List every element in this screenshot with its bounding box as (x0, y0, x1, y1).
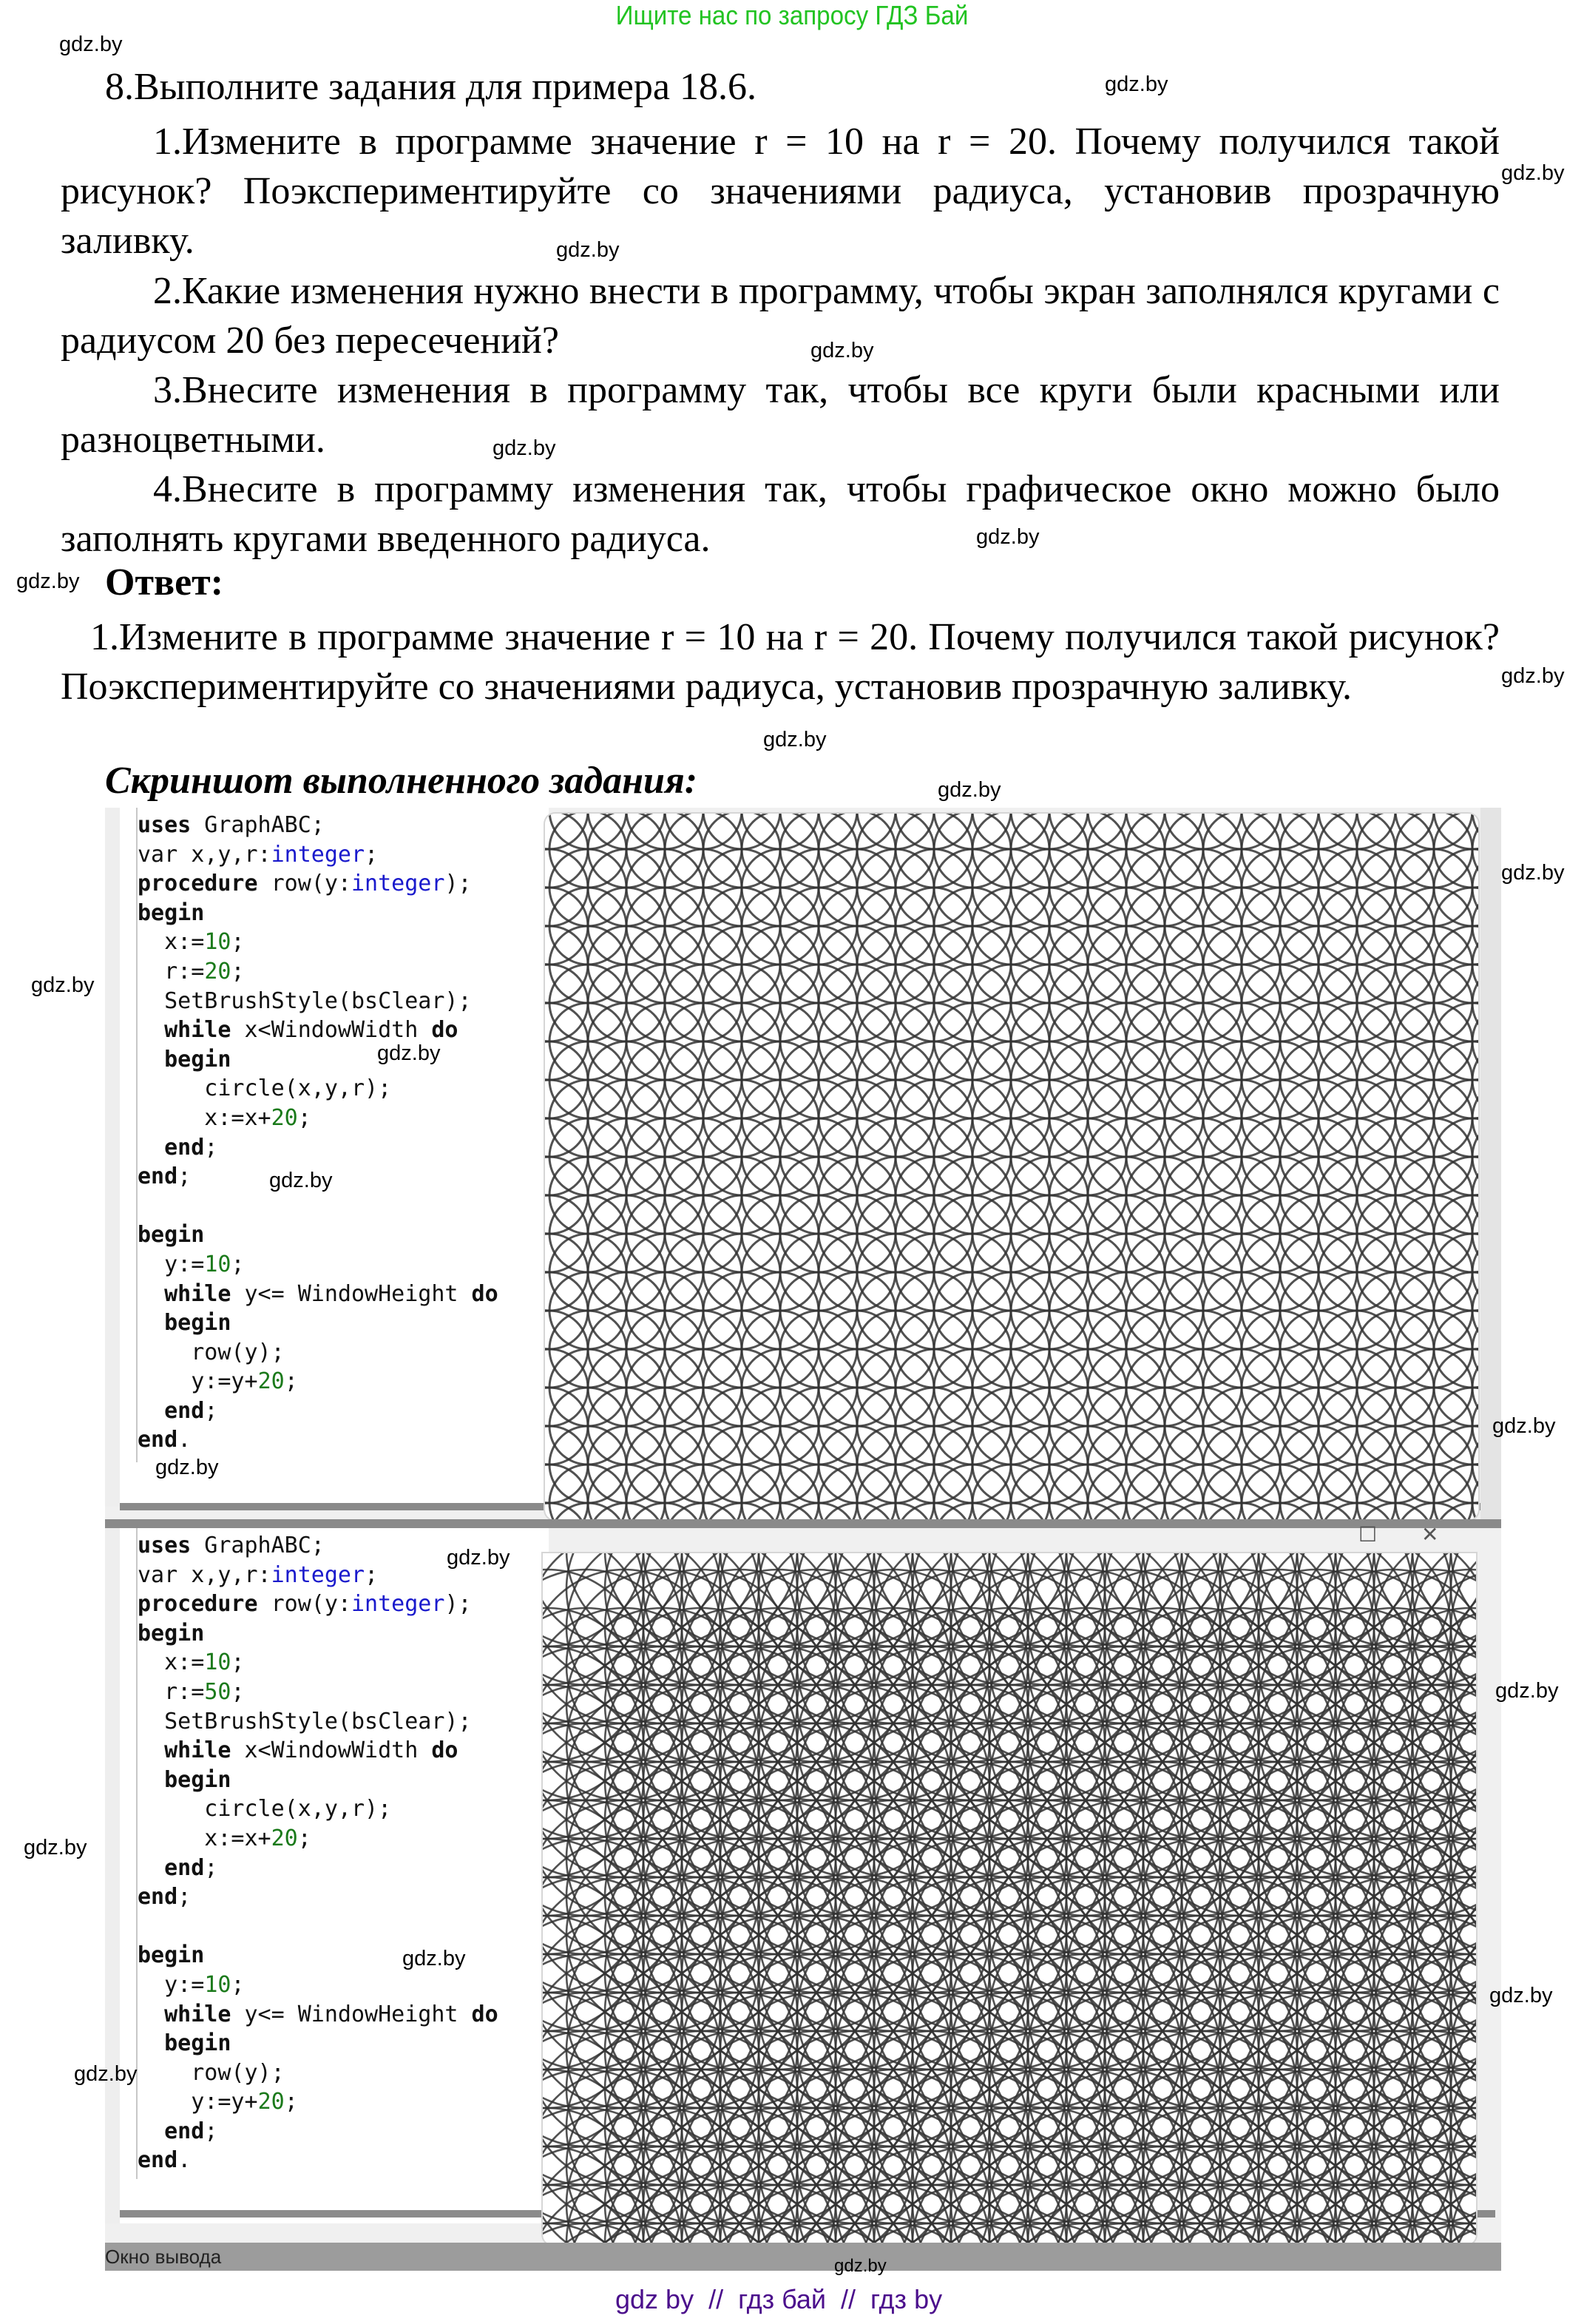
code-text: row(y: (257, 1591, 351, 1618)
close-icon[interactable]: ✕ (1421, 1524, 1439, 1547)
circle-pattern-r20 (545, 814, 1478, 1520)
code-line (138, 1280, 498, 1309)
code-keyword: end (138, 1427, 178, 1453)
code-line (138, 1912, 498, 1942)
code-number: 50 (204, 1678, 231, 1705)
code-text: y<= WindowHeight (231, 2001, 472, 2027)
code-line (138, 1133, 498, 1163)
code-number: 20 (204, 958, 231, 984)
watermark: gdz.by (1489, 1984, 1553, 2007)
code-number: 10 (204, 929, 231, 956)
code-editor-2[interactable] (105, 1528, 549, 2223)
code-line (138, 1707, 498, 1737)
code-line (138, 987, 498, 1016)
code-text: x:= (138, 929, 205, 956)
code-number: 20 (271, 1104, 298, 1131)
status-bar (105, 2243, 1501, 2271)
watermark: gdz.by (1501, 664, 1565, 688)
watermark: gdz.by (59, 33, 123, 56)
code-text: ; (231, 1678, 245, 1705)
code-text: ; (231, 929, 245, 956)
graph-output-window-2 (543, 1553, 1476, 2245)
code-keyword: begin (138, 1942, 205, 1969)
code-line (138, 2000, 498, 2030)
code-keyword: end (138, 1397, 205, 1424)
code-text: y:=y+ (138, 1368, 258, 1395)
code-keyword: begin (138, 1222, 205, 1249)
watermark: gdz.by (16, 570, 80, 593)
code-keyword: while (138, 1737, 231, 1764)
code-line (138, 869, 498, 899)
task-item-3: 3.Внесите изменения в программу так, чтобы все круги были красными или разноцветными. (61, 369, 1500, 461)
watermark: gdz.by (155, 1456, 219, 1479)
code-keyword: while (138, 1017, 231, 1044)
code-number: 20 (257, 1368, 285, 1395)
code-line (138, 1250, 498, 1280)
code-line (138, 1678, 498, 1707)
code-text: ); (444, 1591, 472, 1618)
code-line (138, 1016, 498, 1045)
code-text: . (177, 2147, 192, 2174)
separator-bar (105, 1519, 1501, 1528)
code-keyword: end (138, 2118, 205, 2144)
code-line (138, 1104, 498, 1133)
code-text: GraphABC; (191, 1533, 325, 1558)
code-text: ; (284, 1368, 298, 1395)
circle-pattern-r50 (543, 1553, 1476, 2245)
code-text: ; (231, 1251, 245, 1277)
code-line (138, 1648, 498, 1678)
maximize-icon[interactable]: ☐ (1358, 1524, 1378, 1547)
watermark: gdz.by (1492, 1414, 1556, 1438)
code-line (138, 1396, 498, 1426)
code-line (138, 1970, 498, 2000)
code-text: ); (444, 871, 472, 897)
top-banner[interactable]: Ищите нас по запросу ГДЗ Бай (615, 0, 969, 30)
code-text: ; (231, 1649, 245, 1676)
code-text: ; (297, 1825, 311, 1851)
code-listing-2 (138, 1531, 498, 2175)
code-line (138, 1045, 498, 1075)
code-text: . (177, 1427, 192, 1453)
code-keyword: end (138, 1854, 205, 1881)
code-keyword: begin (138, 1310, 231, 1337)
code-line (138, 1531, 498, 1561)
code-line (138, 1854, 498, 1883)
code-keyword: do (431, 1737, 458, 1764)
code-text: y:= (138, 1251, 205, 1277)
code-editor-1[interactable] (105, 808, 549, 1507)
task-item-4: 4.Внесите в программу изменения так, чтобы графическое окно можно было заполнять кругами введенного радиуса. (61, 468, 1500, 560)
code-keyword: do (431, 1017, 458, 1044)
code-line (138, 1192, 498, 1221)
code-text: GraphABC; (191, 812, 325, 838)
code-listing-1 (138, 811, 498, 1455)
watermark: gdz.by (556, 238, 620, 262)
code-keyword: begin (138, 1620, 205, 1646)
task-item-2: 2.Какие изменения нужно внести в программу, чтобы экран заполнялся кругами с радиусом 20 без пересечений? (61, 270, 1500, 362)
code-line (138, 2146, 498, 2175)
code-line (138, 1590, 498, 1619)
code-text: row(y: (257, 871, 351, 897)
code-text: var x,y,r: (138, 841, 271, 868)
code-line (138, 1794, 498, 1824)
code-keyword: end (138, 1884, 178, 1911)
code-keyword: do (471, 1280, 498, 1307)
code-line (138, 1824, 498, 1854)
code-keyword: while (138, 1280, 231, 1307)
code-type: integer (351, 871, 445, 897)
watermark: gdz.by (377, 1041, 441, 1065)
code-text: y:= (138, 1971, 205, 1998)
watermark: gdz.by (1501, 161, 1565, 185)
watermark: gdz.by (24, 1836, 87, 1859)
code-keyword: begin (138, 2030, 231, 2057)
code-text: ; (204, 2118, 218, 2144)
code-line (138, 1220, 498, 1250)
code-line (138, 2117, 498, 2146)
code-keyword: procedure (138, 871, 258, 897)
code-number: 10 (204, 1971, 231, 1998)
code-line (138, 1308, 498, 1338)
watermark: gdz.by (1501, 861, 1565, 885)
code-text: ; (284, 2089, 298, 2115)
code-keyword: begin (138, 1766, 231, 1793)
code-line (138, 1338, 498, 1368)
code-text: ; (365, 1561, 379, 1588)
code-text: SetBrushStyle(bsClear); (138, 1708, 472, 1734)
watermark: gdz.by (493, 436, 556, 460)
code-line (138, 811, 498, 840)
code-keyword: end (138, 1134, 205, 1161)
code-keyword: uses (138, 1533, 192, 1558)
watermark: gdz.by (1495, 1679, 1559, 1703)
code-text: ; (177, 1884, 192, 1911)
watermark: gdz.by (834, 2256, 887, 2276)
code-number: 20 (257, 2089, 285, 2115)
graph-output-window-1 (545, 814, 1478, 1520)
code-line (138, 1882, 498, 1912)
code-type: integer (271, 841, 365, 868)
code-text: SetBrushStyle(bsClear); (138, 987, 472, 1014)
answer-heading: Ответ: (105, 561, 224, 604)
code-keyword: end (138, 1163, 178, 1190)
code-keyword: do (471, 2001, 498, 2027)
code-text: ; (204, 1397, 218, 1424)
code-text: x<WindowWidth (231, 1737, 432, 1764)
code-text: x:= (138, 1649, 205, 1676)
code-type: integer (351, 1591, 445, 1618)
output-window-label[interactable]: Окно вывода (105, 2246, 222, 2268)
watermark: gdz.by (269, 1169, 333, 1192)
code-keyword: procedure (138, 1591, 258, 1618)
watermark: gdz.by (976, 525, 1040, 549)
code-line (138, 928, 498, 957)
code-text: var x,y,r: (138, 1561, 271, 1588)
code-keyword: uses (138, 812, 192, 838)
code-line (138, 1766, 498, 1795)
code-line (138, 2058, 498, 2088)
watermark: gdz.by (31, 973, 95, 997)
code-text: x:=x+ (138, 1104, 271, 1131)
code-text: r:= (138, 958, 205, 984)
code-text: ; (204, 1854, 218, 1881)
watermark: gdz.by (763, 728, 827, 751)
code-text: x<WindowWidth (231, 1017, 432, 1044)
code-keyword: end (138, 2147, 178, 2174)
code-text: ; (297, 1104, 311, 1131)
watermark: gdz.by (938, 778, 1001, 802)
code-line (138, 2029, 498, 2058)
code-number: 10 (204, 1251, 231, 1277)
task-item-1: 1.Измените в программе значение r = 10 на r = 20. Почему получился такой рисунок? Поэкспериментируйте со значениями радиуса, установив прозрачную заливку. (61, 121, 1500, 262)
code-line (138, 2087, 498, 2117)
code-text: x:=x+ (138, 1825, 271, 1851)
code-line (138, 1736, 498, 1766)
ide-screenshot-2 (105, 1524, 1501, 2271)
code-text: ; (204, 1134, 218, 1161)
task-title: 8.Выполните задания для примера 18.6. (105, 66, 757, 108)
code-text: r:= (138, 1678, 205, 1705)
code-text: circle(x,y,r); (138, 1796, 392, 1823)
watermark: gdz.by (1105, 72, 1168, 96)
code-text: y:=y+ (138, 2089, 258, 2115)
code-line (138, 899, 498, 928)
code-line (138, 1619, 498, 1649)
code-text: ; (231, 1971, 245, 1998)
code-line (138, 1367, 498, 1396)
code-line (138, 840, 498, 870)
code-line (138, 1561, 498, 1590)
watermark: gdz.by (74, 2062, 138, 2086)
code-text: ; (231, 958, 245, 984)
code-number: 20 (271, 1825, 298, 1851)
code-text: ; (177, 1163, 192, 1190)
code-keyword: begin (138, 899, 205, 926)
footer-links[interactable]: gdz by // гдз бай // гдз by (615, 2284, 943, 2314)
code-keyword: begin (138, 1046, 231, 1073)
code-text: row(y); (138, 2059, 285, 2086)
watermark: gdz.by (402, 1947, 466, 1970)
code-text: row(y); (138, 1339, 285, 1365)
code-line (138, 957, 498, 987)
code-number: 10 (204, 1649, 231, 1676)
code-line (138, 1425, 498, 1455)
code-type: integer (271, 1561, 365, 1588)
code-line (138, 1074, 498, 1104)
answer-item-1: 1.Измените в программе значение r = 10 на r = 20. Почему получился такой рисунок? Поэкспериментируйте со значениями радиуса, установив прозрачную заливку. (61, 616, 1500, 708)
code-text: circle(x,y,r); (138, 1075, 392, 1102)
code-text: ; (365, 841, 379, 868)
watermark: gdz.by (447, 1546, 510, 1570)
code-text: y<= WindowHeight (231, 1280, 472, 1307)
screenshot-label: Скриншот выполненного задания: (105, 760, 698, 802)
watermark: gdz.by (810, 339, 874, 362)
code-keyword: while (138, 2001, 231, 2027)
